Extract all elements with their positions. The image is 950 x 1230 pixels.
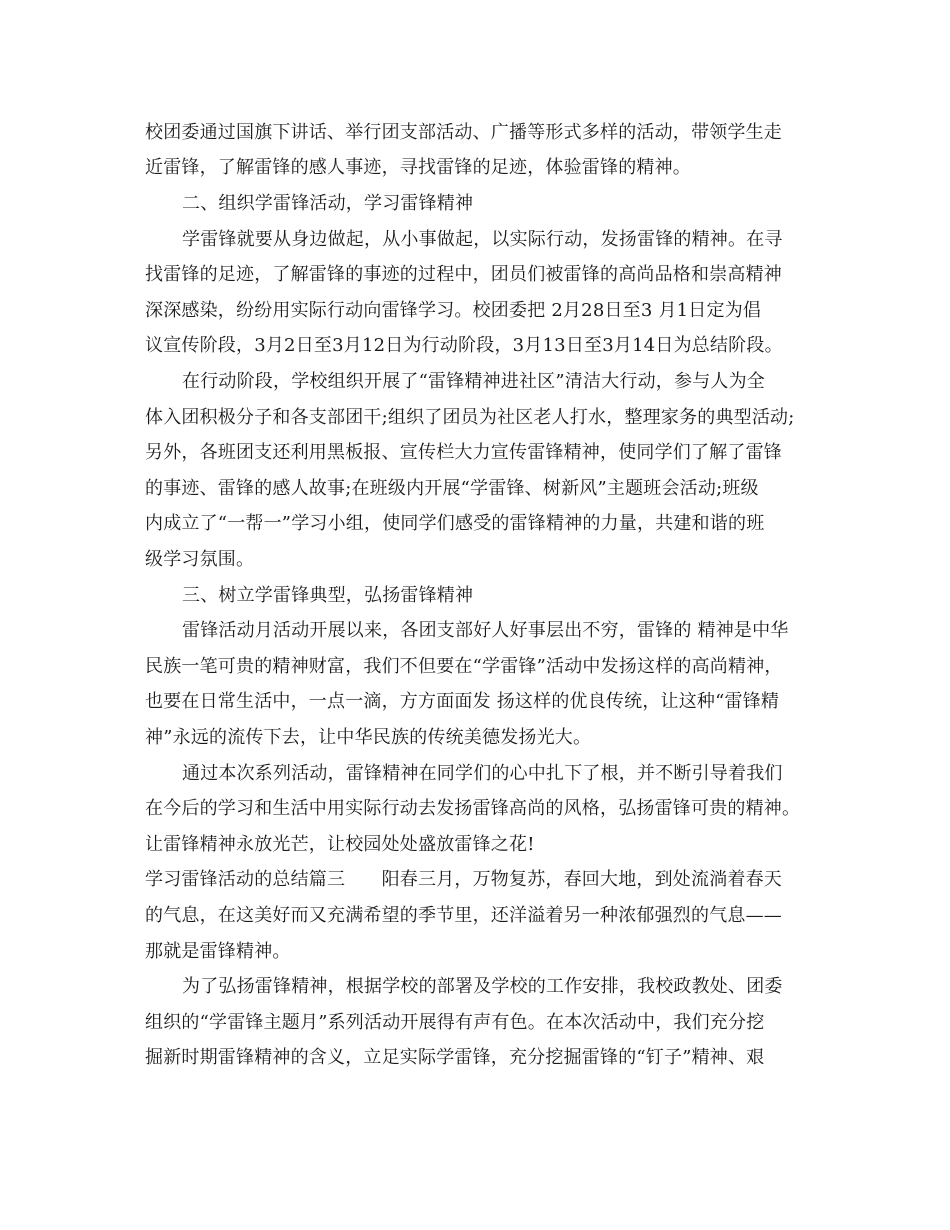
text-line: 也要在日常生活中，一点一滴，方方面面发 扬这样的优良传统，让这种“雷锋精 xyxy=(145,691,780,712)
section-heading: 二、组织学雷锋活动，学习雷锋精神 xyxy=(182,193,474,214)
section-heading: 三、树立学雷锋典型，弘扬雷锋精神 xyxy=(182,585,474,606)
text-line: 在今后的学习和生活中用实际行动去发扬雷锋高尚的风格，弘扬雷锋可贵的精神。 xyxy=(145,798,801,819)
text-line: 深深感染，纷纷用实际行动向雷锋学习。校团委把 2月28日至3 月1日定为倡 xyxy=(145,300,762,321)
text-line: 另外，各班团支还利用黑板报、宣传栏大力宣传雷锋精神，使同学们了解了雷锋 xyxy=(145,442,782,463)
text-line: 近雷锋，了解雷锋的感人事迹，寻找雷锋的足迹，体验雷锋的精神。 xyxy=(145,157,691,178)
text-line: 议宣传阶段，3月2日至3月12日为行动阶段，3月13日至3月14日为总结阶段。 xyxy=(145,335,783,356)
text-line: 组织的“学雷锋主题月”系列活动开展得有声有色。在本次活动中，我们充分挖 xyxy=(145,1012,765,1033)
text-line: 的事迹、雷锋的感人故事;在班级内开展“学雷锋、树新风”主题班会活动;班级 xyxy=(145,478,759,499)
text-line: 找雷锋的足迹，了解雷锋的事迹的过程中，团员们被雷锋的高尚品格和崇高精神 xyxy=(145,264,782,285)
article-title-line: 学习雷锋活动的总结篇三 阳春三月，万物复苏，春回大地，到处流淌着春天 xyxy=(145,869,782,890)
text-line: 内成立了“一帮一”学习小组，使同学们感受的雷锋精神的力量，共建和谐的班 xyxy=(145,513,765,534)
text-line: 的气息，在这美好而又充满希望的季节里，还洋溢着另一种浓郁强烈的气息—— xyxy=(145,905,782,926)
text-line: 级学习氛围。 xyxy=(145,549,255,570)
text-line: 掘新时期雷锋精神的含义，立足实际学雷锋，充分挖掘雷锋的“钉子”精神、艰 xyxy=(145,1047,765,1068)
text-line: 那就是雷锋精神。 xyxy=(145,941,291,962)
text-line: 雷锋活动月活动开展以来，各团支部好人好事层出不穷，雷锋的 精神是中华 xyxy=(182,620,789,641)
text-line: 让雷锋精神永放光芒，让校园处处盛放雷锋之花! xyxy=(145,834,535,855)
text-line: 通过本次系列活动，雷锋精神在同学们的心中扎下了根，并不断引导着我们 xyxy=(182,763,783,784)
text-line: 学雷锋就要从身边做起，从小事做起，以实际行动，发扬雷锋的精神。在寻 xyxy=(182,229,783,250)
text-line: 校团委通过国旗下讲话、举行团支部活动、广播等形式多样的活动，带领学生走 xyxy=(145,122,782,143)
text-line: 神”永远的流传下去，让中华民族的传统美德发扬光大。 xyxy=(145,727,592,748)
text-line: 在行动阶段，学校组织开展了“雷锋精神进社区”清洁大行动，参与人为全 xyxy=(182,371,766,392)
text-line: 民族一笔可贵的精神财富，我们不但要在“学雷锋”活动中发扬这样的高尚精神， xyxy=(145,656,783,677)
text-line: 体入团积极分子和各支部团干;组织了团员为社区老人打水，整理家务的典型活动; xyxy=(145,407,795,428)
text-line: 为了弘扬雷锋精神，根据学校的部署及学校的工作安排，我校政教处、团委 xyxy=(182,976,783,997)
